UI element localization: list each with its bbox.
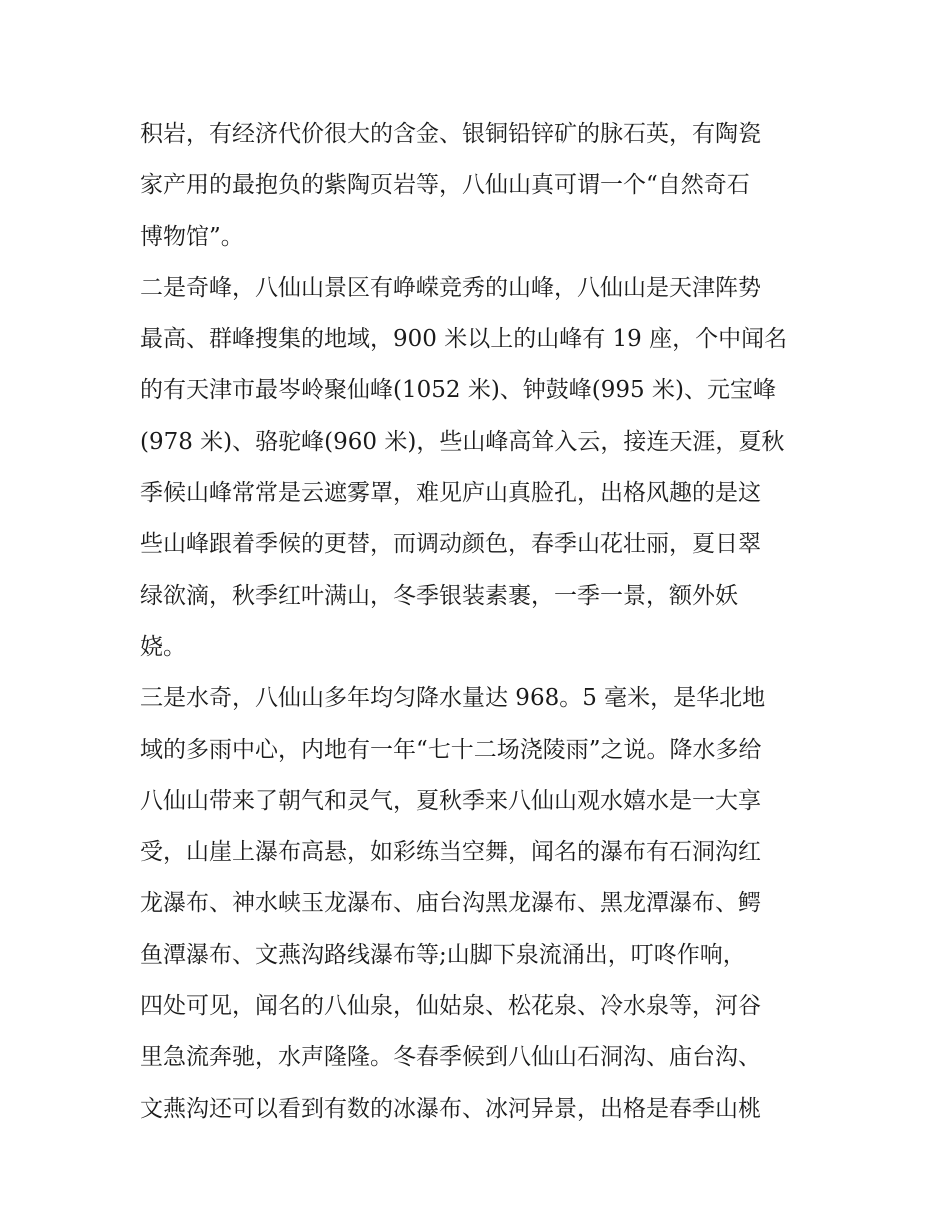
text-line: 鱼潭瀑布、文燕沟路线瀑布等;山脚下泉流涌出，叮咚作响， — [140, 941, 746, 968]
text-line: 绿欲滴，秋季红叶满山，冬季银装素裹，一季一景，额外妖 — [140, 582, 738, 609]
text-line: 家产用的最抱负的紫陶页岩等，八仙山真可谓一个“自然奇石 — [140, 172, 750, 199]
body-text — [140, 109, 820, 1135]
text-line: 龙瀑布、神水峡玉龙瀑布、庙台沟黑龙瀑布、黑龙潭瀑布、鳄 — [140, 890, 761, 917]
text-line: 积岩，有经济代价很大的含金、银铜铅锌矿的脉石英，有陶瓷 — [140, 121, 761, 147]
text-line: 三是水奇，八仙山多年均匀降水量达 968。5 毫米，是华北地 — [140, 685, 766, 712]
text-line: 娆。 — [140, 633, 186, 660]
text-line: 八仙山带来了朝气和灵气，夏秋季来八仙山观水嬉水是一大享 — [140, 787, 761, 814]
text-line: 最高、群峰搜集的地域，900 米以上的山峰有 19 座，个中闻名 — [140, 326, 788, 353]
text-line: 里急流奔驰，水声隆隆。冬春季候到八仙山石洞沟、庙台沟、 — [140, 1044, 761, 1071]
text-line: 的有天津市最岑岭聚仙峰(1052 米)、钟鼓峰(995 米)、元宝峰 — [140, 377, 776, 404]
text-line: 二是奇峰，八仙山景区有峥嵘竞秀的山峰，八仙山是天津阵势 — [140, 274, 761, 301]
text-line: 域的多雨中心，内地有一年“七十二场浇陵雨”之说。降水多给 — [140, 736, 762, 763]
text-line: 季候山峰常常是云遮雾罩，难见庐山真脸孔，出格风趣的是这 — [140, 480, 761, 507]
text-line: (978 米)、骆驼峰(960 米)，些山峰高耸入云，接连天涯，夏秋 — [140, 428, 785, 455]
text-line: 博物馆”。 — [140, 223, 244, 250]
text-line: 受，山崖上瀑布高悬，如彩练当空舞，闻名的瀑布有石洞沟红 — [140, 839, 761, 866]
text-line: 些山峰跟着季候的更替，而调动颜色，春季山花壮丽，夏日翠 — [140, 531, 761, 558]
text-line: 四处可见，闻名的八仙泉，仙姑泉、松花泉、冷水泉等，河谷 — [140, 993, 761, 1020]
text-line: 文燕沟还可以看到有数的冰瀑布、冰河异景，出格是春季山桃 — [140, 1095, 761, 1122]
